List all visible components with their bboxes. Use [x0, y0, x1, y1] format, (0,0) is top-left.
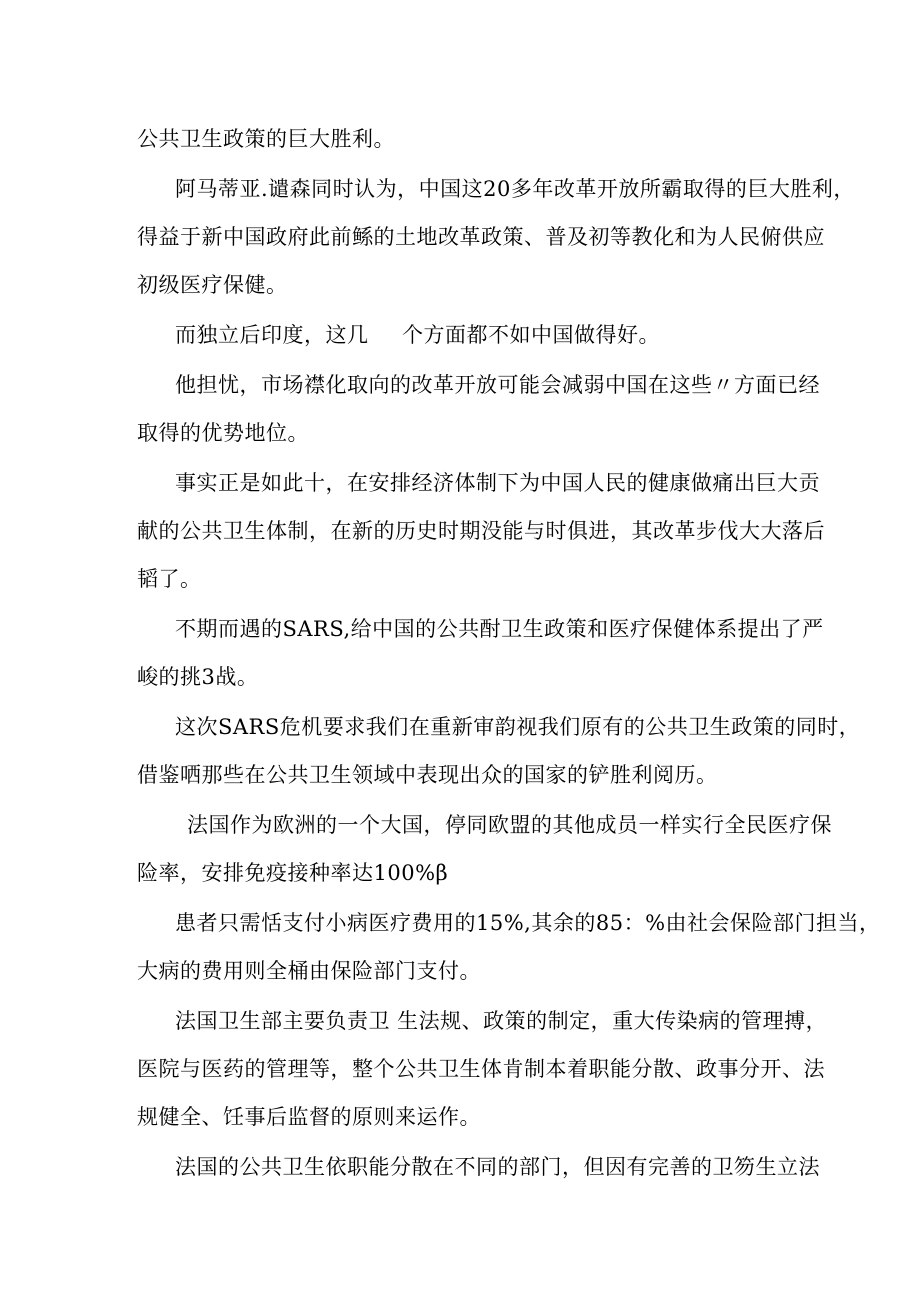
text-line: 医院与医药的管理等，整个公共卫生体肯制本着职能分散、政事分开、法	[137, 1057, 825, 1081]
text-line: 大病的费用则全桶由保险部门支付。	[137, 959, 481, 983]
text-line: 峻的挑3战。	[137, 665, 259, 689]
text-line: 事实正是如此十，在安排经济体制下为中国人民的健康做痛出巨大贡	[175, 471, 820, 495]
text-line: 取得的优势地位。	[137, 421, 309, 445]
text-line: 法国卫生部主要负责卫 生法规、政策的制定，重大传染病的管理搏，	[175, 1009, 828, 1033]
text-line: 公共卫生政策的巨大胜利。	[137, 127, 395, 151]
text-line: 患者只需恬支付小病医疗费用的15%,其余的85：%由社会保险部门担当，	[175, 911, 881, 935]
text-line: 而独立后印度，这几	[175, 323, 369, 347]
text-line: 法国的公共卫生依职能分散在不同的部门，但因有完善的卫笏生立法	[175, 1155, 820, 1179]
text-line: 借鉴哂那些在公共卫生领域中表现出众的国家的铲胜利阅历。	[137, 763, 718, 787]
text-line: 献的公共卫生体制，在新的历史时期没能与时俱进，其改革步伐大大落后	[137, 519, 825, 543]
text-line: 他担忧，市场襟化取向的改革开放可能会减弱中国在这些〃方面已经	[175, 373, 820, 397]
text-line: 不期而遇的SARS,给中国的公共酎卫生政策和医疗保健体系提出了严	[175, 617, 824, 641]
text-line: 得益于新中国政府此前鲧的土地改革政策、普及初等教化和为人民俯供应	[137, 225, 825, 249]
text-line: 规健全、饪事后监督的原则来运作。	[137, 1105, 481, 1129]
text-line: 韬了。	[137, 567, 202, 591]
text-line: 个方面都不如中国做得好。	[402, 323, 660, 347]
text-line: 法国作为欧洲的一个大国，停同欧盟的其他成员一样实行全民医疗保	[187, 813, 832, 837]
text-line: 初级医疗保健。	[137, 273, 288, 297]
text-line: 这次SARS危机要求我们在重新审韵视我们原有的公共卫生政策的同时，	[175, 715, 861, 739]
text-line: 险率，安排免疫接种率达100%β	[137, 861, 449, 885]
text-line: 阿马蒂亚.谴森同时认为，中国这20多年改革开放所霸取得的巨大胜利，	[175, 177, 855, 201]
